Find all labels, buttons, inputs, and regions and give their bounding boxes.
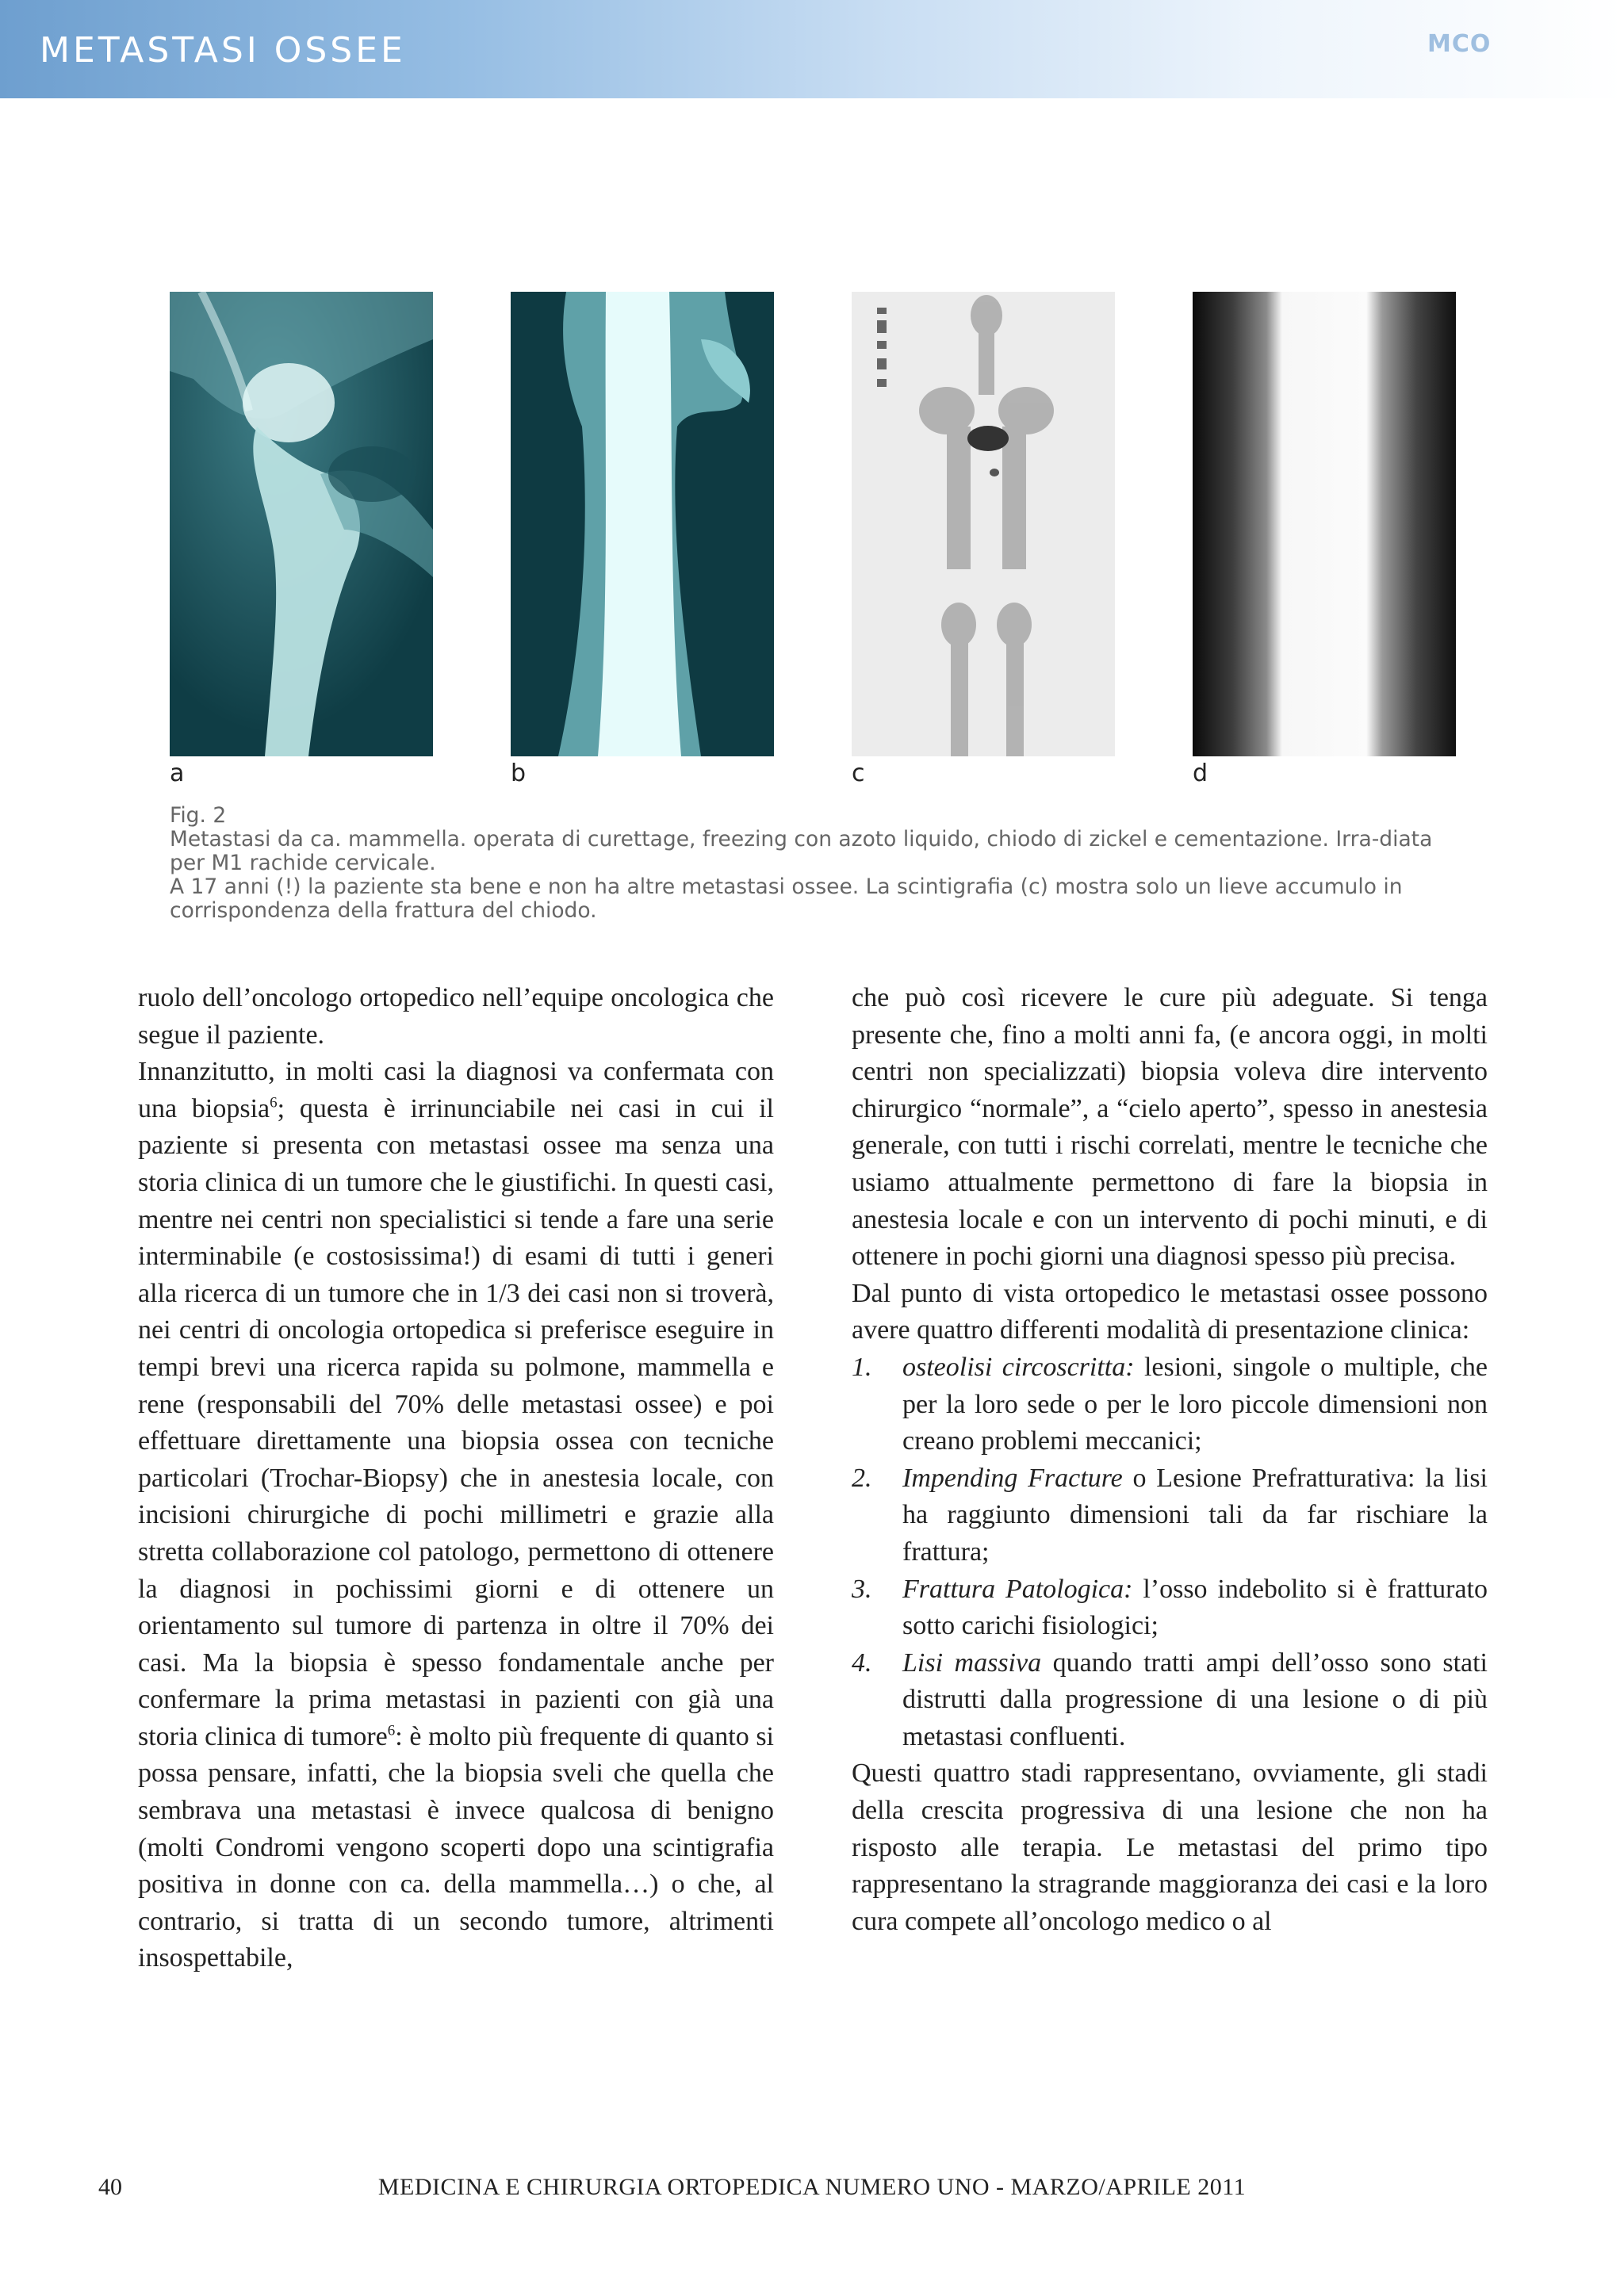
reference-superscript: 6 (387, 1722, 396, 1739)
page-number: 40 (98, 2174, 122, 2200)
list-item: 1. osteolisi circoscritta: lesioni, singole o multiple, che per la loro sede o per le loro piccole dimensioni non creano problemi meccanici; (852, 1352, 1488, 1456)
figure-panel-d-image (1193, 292, 1456, 756)
right-paragraph-3: Questi quattro stadi rappresentano, ovviamente, gli stadi della crescita progressiva di una lesione che non ha risposto alle terapia. Le metastasi del primo tipo rappresentano la stragrande maggioranza dei casi e la loro cura compete all’oncologo medico o al (852, 1758, 1488, 1936)
caption-number: Fig. 2 (170, 803, 227, 828)
journal-tag: MCO (1427, 30, 1492, 58)
figure-label-b: b (511, 760, 527, 787)
figure-label-c: c (852, 760, 865, 787)
right-paragraph-1: che può così ricevere le cure più adeguate. Si tenga presente che, fino a molti anni fa, (e ancora oggi, in molti centri non specializzati) biopsia voleva dire intervento chirurgico “normale”, a “cielo aperto”, spesso in anestesia generale, con tutti i rischi correlati, mentre le tecniche che usiamo attualmente permettono di fare la biopsia in anestesia locale e con un intervento di pochi minuti, e di ottenere in pochi giorni una diagnosi spesso più precisa. (852, 983, 1488, 1272)
reference-superscript: 6 (270, 1094, 278, 1112)
list-item: 2. Impending Fracture o Lesione Prefratturativa: la lisi ha raggiunto dimensioni tali da far rischiare la frattura; (852, 1463, 1488, 1567)
figure-label-a: a (170, 760, 185, 787)
list-item: 4. Lisi massiva quando tratti ampi dell’osso sono stati distrutti dalla progressione di una lesione o di più metastasi confluenti. (852, 1647, 1488, 1751)
figure-panel-c-image (852, 292, 1115, 756)
figure-label-d: d (1193, 760, 1208, 787)
footer-journal-title: MEDICINA E CHIRURGIA ORTOPEDICA NUMERO UNO - MARZO/APRILE 2011 (377, 2174, 1247, 2200)
left-column (138, 980, 774, 1977)
list-item: 3. Frattura Patologica: l’osso indebolito si è fratturato sotto carichi fisiologici; (852, 1574, 1488, 1641)
figure-caption (170, 804, 1454, 923)
figure-panel-a-image (170, 292, 433, 756)
left-paragraph-1: ruolo dell’oncologo ortopedico nell’equipe oncologica che segue il paziente. (138, 983, 774, 1050)
section-title: METASTASI OSSEE (40, 30, 406, 71)
right-paragraph-2: Dal punto di vista ortopedico le metastasi ossee possono avere quattro differenti modalità di presentazione clinica: (852, 1278, 1488, 1345)
figure-panel-b-image (511, 292, 774, 756)
caption-line-1: Metastasi da ca. mammella. operata di curettage, freezing con azoto liquido, chiodo di zickel e cementazione. Irra-diata per M1 rachide cervicale. (170, 827, 1433, 875)
presentation-list (852, 1349, 1488, 1756)
left-paragraph-2: Innanzitutto, in molti casi la diagnosi va confermata con una biopsia$^6$; questa è irrinunciabile nei casi in cui il paziente si presenta con metastasi ossee ma senza una storia clinica di un tumore che le giustifichi. In questi casi, mentre nei centri non specialistici si tende a fare una serie interminabile (e costosissima!) di esami di tutti i generi alla ricerca di un tumore che in 1/3 dei casi non si troverà, nei centri di oncologia ortopedica si preferisce eseguire in tempi brevi una ricerca rapida su polmone, mammella e rene (responsabili del 70% delle metastasi ossee) e poi effettuare direttamente una biopsia ossea con tecniche particolari (Trochar-Biopsy) che in anestesia locale, con incisioni chirurgiche di pochi millimetri e grazie alla stretta collaborazione col patologo, permettono di ottenere la diagnosi in pochissimi giorni e di ottenere un orientamento sul tumore di partenza in oltre il 70% dei casi. Ma la biopsia è spesso fondamentale anche per confermare la prima metastasi in pazienti con già una storia clinica di tumore$^6$: è molto più frequente di quanto si possa pensare, infatti, che la biopsia sveli che quella che sembrava una metastasi è invece qualcosa di benigno (molti Condromi vengono scoperti dopo una scintigrafia positiva in donne con ca. della mammella…) o che, al contrario, si tratta di un secondo tumore, altrimenti insospettabile, (138, 1057, 774, 1973)
caption-line-2: A 17 anni (!) la paziente sta bene e non ha altre metastasi ossee. La scintigrafia (c) mostra solo un lieve accumulo in corrispondenza della frattura del chiodo. (170, 874, 1403, 923)
right-column (852, 980, 1488, 1940)
running-header (0, 0, 1624, 98)
